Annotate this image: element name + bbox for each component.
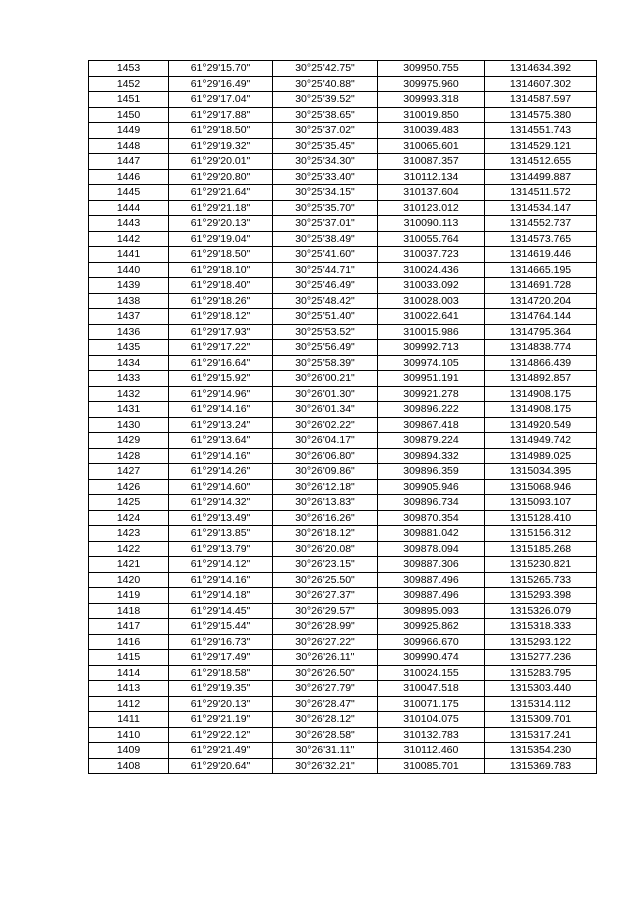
point-number-cell: 1410 bbox=[89, 727, 169, 743]
point-number-cell: 1414 bbox=[89, 665, 169, 681]
table-row bbox=[89, 634, 597, 650]
x-coordinate-cell: 310137.604 bbox=[378, 185, 485, 201]
longitude-cell: 30°26'26.50" bbox=[273, 665, 378, 681]
point-number-cell: 1452 bbox=[89, 76, 169, 92]
longitude-cell: 30°25'56.49" bbox=[273, 340, 378, 356]
latitude-cell: 61°29'14.32" bbox=[169, 495, 273, 511]
y-coordinate-cell: 1314529.121 bbox=[485, 138, 597, 154]
latitude-cell: 61°29'16.49" bbox=[169, 76, 273, 92]
table-row bbox=[89, 526, 597, 542]
x-coordinate-cell: 310085.701 bbox=[378, 758, 485, 774]
longitude-cell: 30°25'40.88" bbox=[273, 76, 378, 92]
table-row bbox=[89, 324, 597, 340]
y-coordinate-cell: 1314838.774 bbox=[485, 340, 597, 356]
table-row bbox=[89, 231, 597, 247]
longitude-cell: 30°26'01.34" bbox=[273, 402, 378, 418]
latitude-cell: 61°29'18.50" bbox=[169, 123, 273, 139]
latitude-cell: 61°29'15.44" bbox=[169, 619, 273, 635]
y-coordinate-cell: 1315068.946 bbox=[485, 479, 597, 495]
table-row bbox=[89, 386, 597, 402]
y-coordinate-cell: 1315326.079 bbox=[485, 603, 597, 619]
longitude-cell: 30°25'41.60" bbox=[273, 247, 378, 263]
point-number-cell: 1450 bbox=[89, 107, 169, 123]
x-coordinate-cell: 310132.783 bbox=[378, 727, 485, 743]
point-number-cell: 1416 bbox=[89, 634, 169, 650]
longitude-cell: 30°25'44.71" bbox=[273, 262, 378, 278]
table-row bbox=[89, 479, 597, 495]
latitude-cell: 61°29'17.88" bbox=[169, 107, 273, 123]
latitude-cell: 61°29'13.24" bbox=[169, 417, 273, 433]
longitude-cell: 30°26'12.18" bbox=[273, 479, 378, 495]
x-coordinate-cell: 309870.354 bbox=[378, 510, 485, 526]
point-number-cell: 1439 bbox=[89, 278, 169, 294]
point-number-cell: 1425 bbox=[89, 495, 169, 511]
latitude-cell: 61°29'22.12" bbox=[169, 727, 273, 743]
x-coordinate-cell: 310033.092 bbox=[378, 278, 485, 294]
table-row bbox=[89, 712, 597, 728]
table-row bbox=[89, 619, 597, 635]
x-coordinate-cell: 310123.012 bbox=[378, 200, 485, 216]
longitude-cell: 30°26'29.57" bbox=[273, 603, 378, 619]
table-row bbox=[89, 495, 597, 511]
coordinates-table bbox=[88, 60, 597, 774]
latitude-cell: 61°29'20.64" bbox=[169, 758, 273, 774]
table-row bbox=[89, 727, 597, 743]
x-coordinate-cell: 310047.518 bbox=[378, 681, 485, 697]
y-coordinate-cell: 1314691.728 bbox=[485, 278, 597, 294]
longitude-cell: 30°26'09.86" bbox=[273, 464, 378, 480]
x-coordinate-cell: 309951.191 bbox=[378, 371, 485, 387]
point-number-cell: 1418 bbox=[89, 603, 169, 619]
x-coordinate-cell: 309992.713 bbox=[378, 340, 485, 356]
y-coordinate-cell: 1314619.446 bbox=[485, 247, 597, 263]
latitude-cell: 61°29'15.92" bbox=[169, 371, 273, 387]
longitude-cell: 30°26'28.99" bbox=[273, 619, 378, 635]
longitude-cell: 30°26'13.83" bbox=[273, 495, 378, 511]
point-number-cell: 1415 bbox=[89, 650, 169, 666]
longitude-cell: 30°25'58.39" bbox=[273, 355, 378, 371]
point-number-cell: 1448 bbox=[89, 138, 169, 154]
table-row bbox=[89, 92, 597, 108]
latitude-cell: 61°29'19.35" bbox=[169, 681, 273, 697]
y-coordinate-cell: 1315314.112 bbox=[485, 696, 597, 712]
latitude-cell: 61°29'14.16" bbox=[169, 572, 273, 588]
table-row bbox=[89, 340, 597, 356]
y-coordinate-cell: 1315093.107 bbox=[485, 495, 597, 511]
table-row bbox=[89, 309, 597, 325]
x-coordinate-cell: 309966.670 bbox=[378, 634, 485, 650]
point-number-cell: 1423 bbox=[89, 526, 169, 542]
point-number-cell: 1449 bbox=[89, 123, 169, 139]
table-row bbox=[89, 371, 597, 387]
latitude-cell: 61°29'14.12" bbox=[169, 557, 273, 573]
x-coordinate-cell: 309925.862 bbox=[378, 619, 485, 635]
latitude-cell: 61°29'14.96" bbox=[169, 386, 273, 402]
longitude-cell: 30°26'23.15" bbox=[273, 557, 378, 573]
y-coordinate-cell: 1315230.821 bbox=[485, 557, 597, 573]
table-row bbox=[89, 464, 597, 480]
latitude-cell: 61°29'21.19" bbox=[169, 712, 273, 728]
point-number-cell: 1433 bbox=[89, 371, 169, 387]
point-number-cell: 1442 bbox=[89, 231, 169, 247]
latitude-cell: 61°29'17.04" bbox=[169, 92, 273, 108]
y-coordinate-cell: 1314892.857 bbox=[485, 371, 597, 387]
table-row bbox=[89, 355, 597, 371]
x-coordinate-cell: 310065.601 bbox=[378, 138, 485, 154]
latitude-cell: 61°29'14.26" bbox=[169, 464, 273, 480]
x-coordinate-cell: 309878.094 bbox=[378, 541, 485, 557]
y-coordinate-cell: 1314552.737 bbox=[485, 216, 597, 232]
table-row bbox=[89, 216, 597, 232]
latitude-cell: 61°29'18.12" bbox=[169, 309, 273, 325]
x-coordinate-cell: 309879.224 bbox=[378, 433, 485, 449]
y-coordinate-cell: 1314949.742 bbox=[485, 433, 597, 449]
longitude-cell: 30°25'35.45" bbox=[273, 138, 378, 154]
longitude-cell: 30°25'42.75" bbox=[273, 61, 378, 77]
y-coordinate-cell: 1314534.147 bbox=[485, 200, 597, 216]
x-coordinate-cell: 309896.734 bbox=[378, 495, 485, 511]
table-row bbox=[89, 433, 597, 449]
longitude-cell: 30°25'38.49" bbox=[273, 231, 378, 247]
y-coordinate-cell: 1314908.175 bbox=[485, 386, 597, 402]
point-number-cell: 1453 bbox=[89, 61, 169, 77]
point-number-cell: 1417 bbox=[89, 619, 169, 635]
latitude-cell: 61°29'13.49" bbox=[169, 510, 273, 526]
latitude-cell: 61°29'19.32" bbox=[169, 138, 273, 154]
point-number-cell: 1436 bbox=[89, 324, 169, 340]
x-coordinate-cell: 309887.306 bbox=[378, 557, 485, 573]
point-number-cell: 1413 bbox=[89, 681, 169, 697]
latitude-cell: 61°29'20.13" bbox=[169, 696, 273, 712]
latitude-cell: 61°29'13.79" bbox=[169, 541, 273, 557]
point-number-cell: 1429 bbox=[89, 433, 169, 449]
y-coordinate-cell: 1315156.312 bbox=[485, 526, 597, 542]
x-coordinate-cell: 309975.960 bbox=[378, 76, 485, 92]
y-coordinate-cell: 1315293.398 bbox=[485, 588, 597, 604]
point-number-cell: 1411 bbox=[89, 712, 169, 728]
point-number-cell: 1421 bbox=[89, 557, 169, 573]
y-coordinate-cell: 1315185.268 bbox=[485, 541, 597, 557]
x-coordinate-cell: 309895.093 bbox=[378, 603, 485, 619]
x-coordinate-cell: 310090.113 bbox=[378, 216, 485, 232]
longitude-cell: 30°25'48.42" bbox=[273, 293, 378, 309]
y-coordinate-cell: 1315318.333 bbox=[485, 619, 597, 635]
x-coordinate-cell: 309905.946 bbox=[378, 479, 485, 495]
longitude-cell: 30°25'35.70" bbox=[273, 200, 378, 216]
longitude-cell: 30°25'46.49" bbox=[273, 278, 378, 294]
latitude-cell: 61°29'17.49" bbox=[169, 650, 273, 666]
point-number-cell: 1437 bbox=[89, 309, 169, 325]
y-coordinate-cell: 1314720.204 bbox=[485, 293, 597, 309]
y-coordinate-cell: 1315265.733 bbox=[485, 572, 597, 588]
longitude-cell: 30°26'31.11" bbox=[273, 743, 378, 759]
y-coordinate-cell: 1314607.302 bbox=[485, 76, 597, 92]
y-coordinate-cell: 1315283.795 bbox=[485, 665, 597, 681]
x-coordinate-cell: 309993.318 bbox=[378, 92, 485, 108]
table-row bbox=[89, 262, 597, 278]
longitude-cell: 30°26'02.22" bbox=[273, 417, 378, 433]
table-row bbox=[89, 696, 597, 712]
table-row bbox=[89, 603, 597, 619]
x-coordinate-cell: 309896.222 bbox=[378, 402, 485, 418]
x-coordinate-cell: 310024.155 bbox=[378, 665, 485, 681]
latitude-cell: 61°29'16.64" bbox=[169, 355, 273, 371]
table-row bbox=[89, 417, 597, 433]
point-number-cell: 1422 bbox=[89, 541, 169, 557]
longitude-cell: 30°26'27.79" bbox=[273, 681, 378, 697]
x-coordinate-cell: 310024.436 bbox=[378, 262, 485, 278]
x-coordinate-cell: 310028.003 bbox=[378, 293, 485, 309]
x-coordinate-cell: 309881.042 bbox=[378, 526, 485, 542]
y-coordinate-cell: 1315317.241 bbox=[485, 727, 597, 743]
latitude-cell: 61°29'18.58" bbox=[169, 665, 273, 681]
longitude-cell: 30°26'26.11" bbox=[273, 650, 378, 666]
point-number-cell: 1441 bbox=[89, 247, 169, 263]
point-number-cell: 1444 bbox=[89, 200, 169, 216]
table-row bbox=[89, 123, 597, 139]
table-row bbox=[89, 572, 597, 588]
y-coordinate-cell: 1315303.440 bbox=[485, 681, 597, 697]
table-row bbox=[89, 448, 597, 464]
latitude-cell: 61°29'14.16" bbox=[169, 402, 273, 418]
y-coordinate-cell: 1314920.549 bbox=[485, 417, 597, 433]
point-number-cell: 1443 bbox=[89, 216, 169, 232]
latitude-cell: 61°29'20.01" bbox=[169, 154, 273, 170]
table-row bbox=[89, 169, 597, 185]
table-row bbox=[89, 247, 597, 263]
y-coordinate-cell: 1315293.122 bbox=[485, 634, 597, 650]
table-row bbox=[89, 107, 597, 123]
point-number-cell: 1432 bbox=[89, 386, 169, 402]
table-row bbox=[89, 402, 597, 418]
point-number-cell: 1440 bbox=[89, 262, 169, 278]
point-number-cell: 1446 bbox=[89, 169, 169, 185]
latitude-cell: 61°29'21.18" bbox=[169, 200, 273, 216]
y-coordinate-cell: 1314573.765 bbox=[485, 231, 597, 247]
point-number-cell: 1445 bbox=[89, 185, 169, 201]
longitude-cell: 30°26'06.80" bbox=[273, 448, 378, 464]
longitude-cell: 30°26'25.50" bbox=[273, 572, 378, 588]
y-coordinate-cell: 1314764.144 bbox=[485, 309, 597, 325]
y-coordinate-cell: 1314511.572 bbox=[485, 185, 597, 201]
latitude-cell: 61°29'18.50" bbox=[169, 247, 273, 263]
y-coordinate-cell: 1315354.230 bbox=[485, 743, 597, 759]
longitude-cell: 30°25'37.01" bbox=[273, 216, 378, 232]
table-row bbox=[89, 138, 597, 154]
x-coordinate-cell: 310087.357 bbox=[378, 154, 485, 170]
latitude-cell: 61°29'17.22" bbox=[169, 340, 273, 356]
y-coordinate-cell: 1314989.025 bbox=[485, 448, 597, 464]
x-coordinate-cell: 310055.764 bbox=[378, 231, 485, 247]
longitude-cell: 30°26'00.21" bbox=[273, 371, 378, 387]
y-coordinate-cell: 1315369.783 bbox=[485, 758, 597, 774]
x-coordinate-cell: 309974.105 bbox=[378, 355, 485, 371]
table-row bbox=[89, 557, 597, 573]
longitude-cell: 30°26'28.12" bbox=[273, 712, 378, 728]
longitude-cell: 30°25'38.65" bbox=[273, 107, 378, 123]
x-coordinate-cell: 310019.850 bbox=[378, 107, 485, 123]
longitude-cell: 30°26'18.12" bbox=[273, 526, 378, 542]
longitude-cell: 30°26'20.08" bbox=[273, 541, 378, 557]
x-coordinate-cell: 309990.474 bbox=[378, 650, 485, 666]
latitude-cell: 61°29'20.13" bbox=[169, 216, 273, 232]
point-number-cell: 1435 bbox=[89, 340, 169, 356]
point-number-cell: 1419 bbox=[89, 588, 169, 604]
latitude-cell: 61°29'17.93" bbox=[169, 324, 273, 340]
latitude-cell: 61°29'14.16" bbox=[169, 448, 273, 464]
y-coordinate-cell: 1315128.410 bbox=[485, 510, 597, 526]
y-coordinate-cell: 1314512.655 bbox=[485, 154, 597, 170]
table-row bbox=[89, 185, 597, 201]
y-coordinate-cell: 1314551.743 bbox=[485, 123, 597, 139]
point-number-cell: 1434 bbox=[89, 355, 169, 371]
x-coordinate-cell: 309867.418 bbox=[378, 417, 485, 433]
x-coordinate-cell: 310022.641 bbox=[378, 309, 485, 325]
longitude-cell: 30°26'32.21" bbox=[273, 758, 378, 774]
point-number-cell: 1451 bbox=[89, 92, 169, 108]
point-number-cell: 1409 bbox=[89, 743, 169, 759]
table-row bbox=[89, 743, 597, 759]
table-row bbox=[89, 510, 597, 526]
latitude-cell: 61°29'21.64" bbox=[169, 185, 273, 201]
point-number-cell: 1424 bbox=[89, 510, 169, 526]
table-row bbox=[89, 541, 597, 557]
table-row bbox=[89, 76, 597, 92]
longitude-cell: 30°25'53.52" bbox=[273, 324, 378, 340]
x-coordinate-cell: 309887.496 bbox=[378, 588, 485, 604]
table-row bbox=[89, 681, 597, 697]
point-number-cell: 1420 bbox=[89, 572, 169, 588]
x-coordinate-cell: 310112.134 bbox=[378, 169, 485, 185]
longitude-cell: 30°26'28.58" bbox=[273, 727, 378, 743]
y-coordinate-cell: 1314634.392 bbox=[485, 61, 597, 77]
point-number-cell: 1438 bbox=[89, 293, 169, 309]
x-coordinate-cell: 310015.986 bbox=[378, 324, 485, 340]
x-coordinate-cell: 310071.175 bbox=[378, 696, 485, 712]
x-coordinate-cell: 310104.075 bbox=[378, 712, 485, 728]
longitude-cell: 30°25'33.40" bbox=[273, 169, 378, 185]
point-number-cell: 1426 bbox=[89, 479, 169, 495]
table-row bbox=[89, 200, 597, 216]
longitude-cell: 30°26'27.22" bbox=[273, 634, 378, 650]
table-row bbox=[89, 758, 597, 774]
longitude-cell: 30°26'16.26" bbox=[273, 510, 378, 526]
latitude-cell: 61°29'14.45" bbox=[169, 603, 273, 619]
y-coordinate-cell: 1315309.701 bbox=[485, 712, 597, 728]
y-coordinate-cell: 1315034.395 bbox=[485, 464, 597, 480]
table-row bbox=[89, 588, 597, 604]
y-coordinate-cell: 1314587.597 bbox=[485, 92, 597, 108]
longitude-cell: 30°25'51.40" bbox=[273, 309, 378, 325]
table-row bbox=[89, 665, 597, 681]
x-coordinate-cell: 309887.496 bbox=[378, 572, 485, 588]
y-coordinate-cell: 1314665.195 bbox=[485, 262, 597, 278]
x-coordinate-cell: 309921.278 bbox=[378, 386, 485, 402]
latitude-cell: 61°29'16.73" bbox=[169, 634, 273, 650]
latitude-cell: 61°29'15.70" bbox=[169, 61, 273, 77]
y-coordinate-cell: 1314575.380 bbox=[485, 107, 597, 123]
longitude-cell: 30°26'28.47" bbox=[273, 696, 378, 712]
point-number-cell: 1412 bbox=[89, 696, 169, 712]
table-row bbox=[89, 293, 597, 309]
latitude-cell: 61°29'18.40" bbox=[169, 278, 273, 294]
y-coordinate-cell: 1314499.887 bbox=[485, 169, 597, 185]
x-coordinate-cell: 310112.460 bbox=[378, 743, 485, 759]
longitude-cell: 30°25'34.15" bbox=[273, 185, 378, 201]
latitude-cell: 61°29'19.04" bbox=[169, 231, 273, 247]
y-coordinate-cell: 1314866.439 bbox=[485, 355, 597, 371]
point-number-cell: 1447 bbox=[89, 154, 169, 170]
longitude-cell: 30°25'37.02" bbox=[273, 123, 378, 139]
longitude-cell: 30°25'34.30" bbox=[273, 154, 378, 170]
latitude-cell: 61°29'20.80" bbox=[169, 169, 273, 185]
latitude-cell: 61°29'14.18" bbox=[169, 588, 273, 604]
table-row bbox=[89, 154, 597, 170]
y-coordinate-cell: 1315277.236 bbox=[485, 650, 597, 666]
longitude-cell: 30°26'01.30" bbox=[273, 386, 378, 402]
latitude-cell: 61°29'13.64" bbox=[169, 433, 273, 449]
table-row bbox=[89, 650, 597, 666]
longitude-cell: 30°25'39.52" bbox=[273, 92, 378, 108]
point-number-cell: 1428 bbox=[89, 448, 169, 464]
table-row bbox=[89, 278, 597, 294]
y-coordinate-cell: 1314795.364 bbox=[485, 324, 597, 340]
latitude-cell: 61°29'18.10" bbox=[169, 262, 273, 278]
x-coordinate-cell: 310037.723 bbox=[378, 247, 485, 263]
x-coordinate-cell: 309950.755 bbox=[378, 61, 485, 77]
point-number-cell: 1427 bbox=[89, 464, 169, 480]
x-coordinate-cell: 309894.332 bbox=[378, 448, 485, 464]
longitude-cell: 30°26'04.17" bbox=[273, 433, 378, 449]
x-coordinate-cell: 310039.483 bbox=[378, 123, 485, 139]
point-number-cell: 1408 bbox=[89, 758, 169, 774]
latitude-cell: 61°29'18.26" bbox=[169, 293, 273, 309]
latitude-cell: 61°29'21.49" bbox=[169, 743, 273, 759]
point-number-cell: 1431 bbox=[89, 402, 169, 418]
x-coordinate-cell: 309896.359 bbox=[378, 464, 485, 480]
longitude-cell: 30°26'27.37" bbox=[273, 588, 378, 604]
coordinates-table-body bbox=[89, 61, 597, 774]
table-row bbox=[89, 61, 597, 77]
y-coordinate-cell: 1314908.175 bbox=[485, 402, 597, 418]
latitude-cell: 61°29'13.85" bbox=[169, 526, 273, 542]
latitude-cell: 61°29'14.60" bbox=[169, 479, 273, 495]
point-number-cell: 1430 bbox=[89, 417, 169, 433]
